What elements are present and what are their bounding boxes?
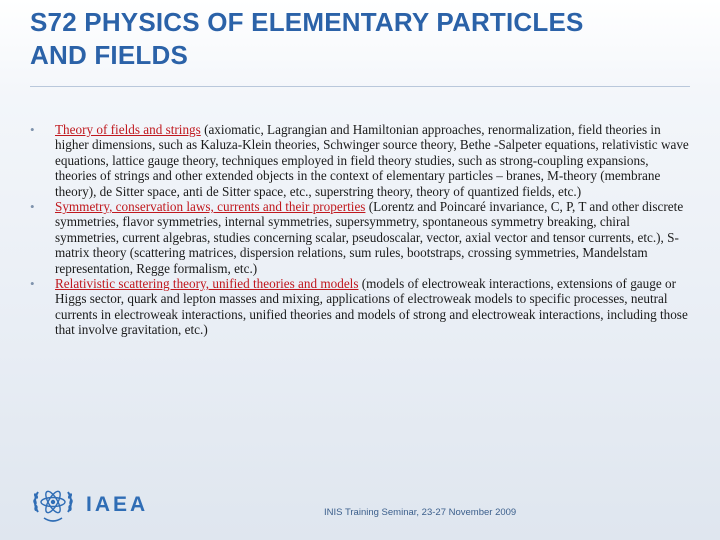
slide-title [30, 6, 700, 72]
bullet-item-symmetry [28, 199, 693, 276]
bullet-item-scattering [28, 276, 693, 338]
bullet-marker: • [30, 199, 35, 215]
iaea-logo-text: IAEA [86, 493, 149, 516]
title-divider [30, 86, 690, 87]
topic-link[interactable]: Theory of fields and strings [55, 122, 201, 137]
bullet-marker: • [30, 122, 35, 137]
title-line-2: AND FIELDS [30, 40, 188, 70]
topic-link[interactable]: Symmetry, conservation laws, currents and their properties [55, 199, 366, 215]
footer-caption: INIS Training Seminar, 23-27 November 2009 [324, 507, 517, 518]
un-atom-emblem-icon [30, 482, 76, 528]
topic-description: (axiomatic, Lagrangian and Hamiltonian approaches, renormalization, field theories in higher dimensions, such as Kaluza-Klein theories, Schwinger source theory, Bethe -Salpeter equations, relativistic wave equations, lattice gauge theory, techniques employed in field theory studies, such as strong-coupling expansions, theories of strings and other extended objects in the context of elementary particles – branes, M-theory (membrane theory), de Sitter space, anti de Sitter space, etc., superstring theory, theory of quantized fields, etc.) [55, 122, 689, 199]
bullet-item-fields-strings [28, 122, 693, 199]
topic-description: (models of electroweak interactions, extensions of gauge or Higgs sector, quark and lepton masses and mixing, applications of electroweak models to specific processes, neutral currents in electroweak interactions, unified theories and models of strong and electroweak interactions, including those that involve gravitation, etc.) [55, 276, 688, 338]
bullet-list [28, 122, 693, 338]
bullet-marker: • [30, 276, 35, 292]
topic-link[interactable]: Relativistic scattering theory, unified theories and models [55, 276, 359, 292]
topic-description: (Lorentz and Poincaré invariance, C, P, T and other discrete symmetries, flavor symmetries, internal symmetries, supersymmetry, spontaneous symmetry breaking, chiral symmetries, current algebras, studies concerning scalar, pseudoscalar, vector, axial vector and tensor currents, etc.), S-matrix theory (scattering matrices, dispersion relations, sum rules, bootstraps, crossing symmetries, Mandelstam representation, Regge formalism, etc.) [55, 199, 684, 276]
iaea-logo [30, 482, 155, 528]
title-line-1: S72 PHYSICS OF ELEMENTARY PARTICLES [30, 7, 584, 37]
